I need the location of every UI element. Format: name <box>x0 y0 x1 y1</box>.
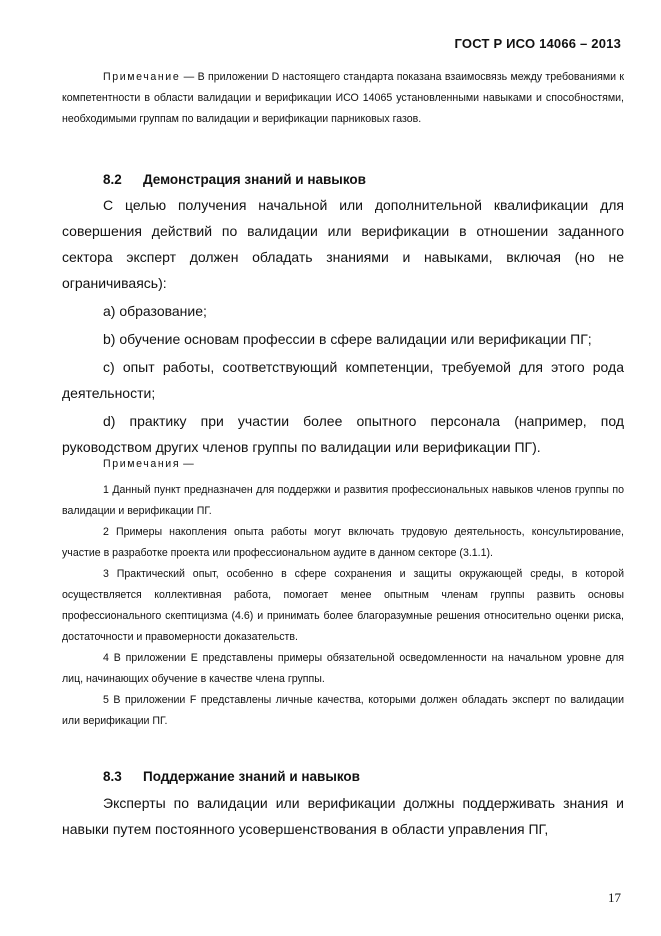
section-intro: С целью получения начальной или дополнительной квалификации для совершения действий по валидации или верификации в отношении заданного сектора эксперт должен обладать знаниями и навыками, включая (но не ограничиваясь): <box>62 197 624 291</box>
note-paragraph <box>62 67 624 130</box>
list-item-a: a) образование; <box>103 303 207 319</box>
list-item-b: b) обучение основам профессии в сфере валидации или верификации ПГ; <box>103 331 592 347</box>
notes-label: Примечания <box>103 458 181 470</box>
section-heading-8-3 <box>103 769 360 784</box>
page-number: 17 <box>608 890 621 905</box>
section-title: Поддержание знаний и навыков <box>143 769 360 784</box>
section-number: 8.2 <box>103 172 122 187</box>
notes-heading <box>103 458 194 470</box>
section-8-3-body <box>62 790 624 842</box>
note-item-1: 1 Данный пункт предназначен для поддержки и развития профессиональных навыков членов группы по валидации и верификации ПГ. <box>62 484 624 517</box>
note-label: Примечание <box>103 71 181 83</box>
note-item-4: 4 В приложении Е представлены примеры обязательной осведомленности на начальном уровне для лиц, начинающих обучение в качестве члена группы. <box>62 652 624 685</box>
note-item-3: 3 Практический опыт, особенно в сфере сохранения и защиты окружающей среды, в которой осуществляется коллективная работа, помогает менее опытным членам группы развить основы профессионального скептицизма (4.6) и принимать более благоразумные решения относительно оценки риска, достаточности и правомерности доказательств. <box>62 568 624 643</box>
note-text: — В приложении D настоящего стандарта показана взаимосвязь между требованиями к компетентности в области валидации и верификации ИСО 14065 установленными навыками и способностями, необходимыми группам по валидации и верификации парниковых газов. <box>62 71 624 125</box>
note-item-2: 2 Примеры накопления опыта работы могут включать трудовую деятельность, консультирование, участие в разработке проекта или профессиональном аудите в данном секторе (3.1.1). <box>62 526 624 559</box>
note-item-5: 5 В приложении F представлены личные качества, которыми должен обладать эксперт по валидации или верификации ПГ. <box>62 694 624 727</box>
note-block <box>62 67 624 130</box>
list-item-c: c) опыт работы, соответствующий компетенции, требуемой для этого рода деятельности; <box>62 359 624 401</box>
list-item-d: d) практику при участии более опытного персонала (например, под руководством других членов группы по валидации или верификации ПГ). <box>62 413 624 455</box>
section-number: 8.3 <box>103 769 122 784</box>
section-title: Демонстрация знаний и навыков <box>143 172 366 187</box>
section-8-2-body <box>62 192 624 460</box>
document-header: ГОСТ Р ИСО 14066 – 2013 <box>454 36 621 51</box>
notes-block <box>62 480 624 732</box>
section-heading-8-2 <box>103 172 366 187</box>
section-text: Эксперты по валидации или верификации должны поддерживать знания и навыки путем постоянного усовершенствования в области управления ПГ, <box>62 795 624 837</box>
notes-dash: — <box>180 458 194 470</box>
